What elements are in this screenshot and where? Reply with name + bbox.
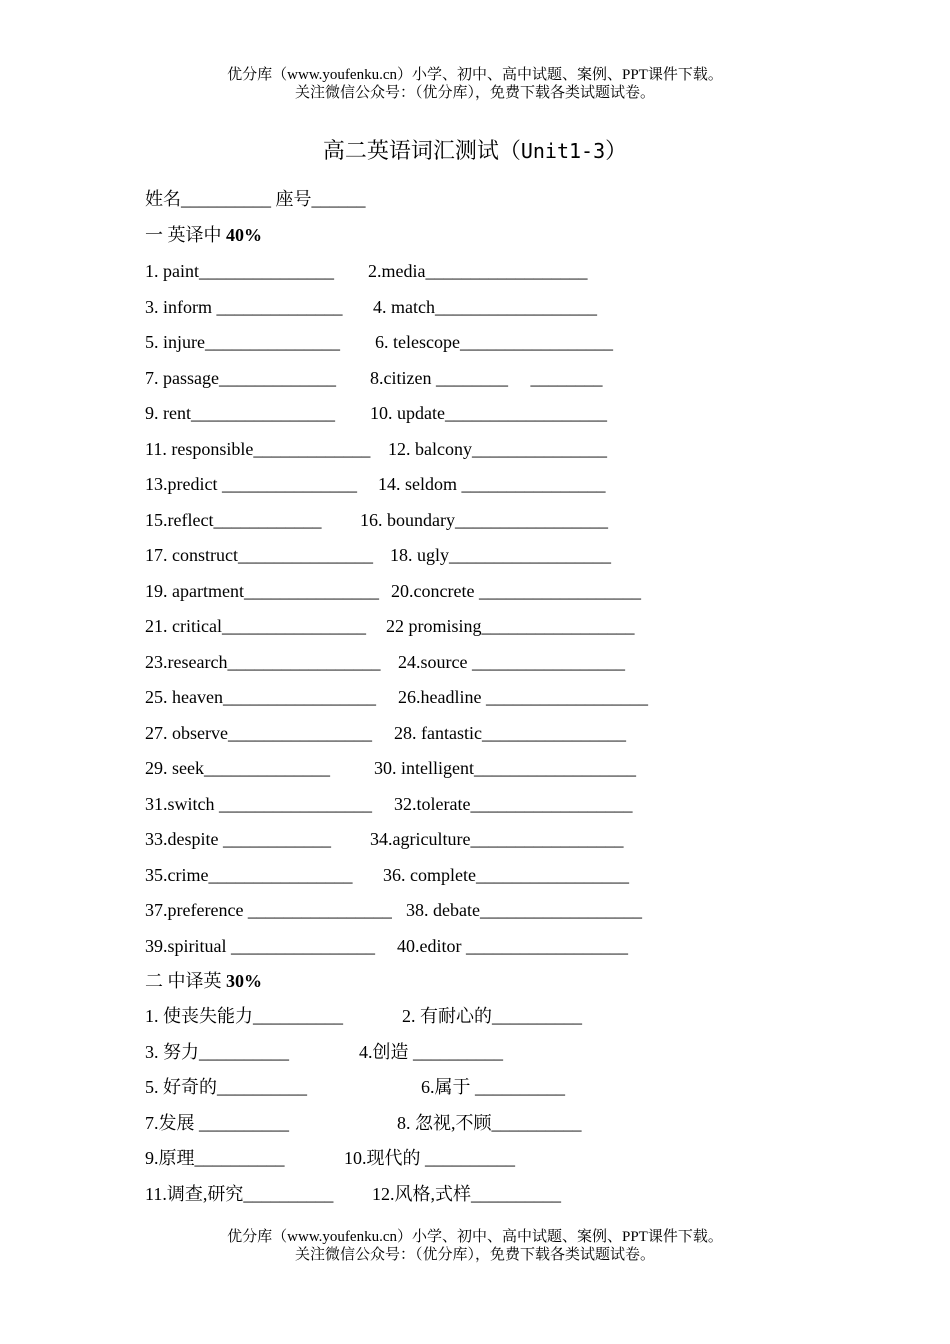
footer-line-1: 优分库（www.youfenku.cn）小学、初中、高中试题、案例、PPT课件下载。: [227, 1229, 723, 1245]
vocab-item: 8. 忽视,不顾__________: [397, 1112, 582, 1133]
section-1-weight: 40%: [226, 225, 262, 245]
title-unit: Unit1-3: [520, 139, 606, 163]
section-2-heading: [145, 969, 262, 993]
vocab-item: 24.source _________________: [398, 651, 625, 672]
vocab-item: 5. injure_______________: [145, 332, 340, 352]
vocab-row: [145, 650, 625, 674]
vocab-item: 15.reflect____________: [145, 509, 322, 530]
vocab-item: 35.crime________________: [145, 864, 353, 885]
vocab-row: [145, 472, 606, 496]
vocab-item: 40.editor __________________: [397, 935, 628, 956]
vocab-item: 12.风格,式样__________: [372, 1183, 561, 1204]
vocab-row: [145, 898, 642, 922]
vocab-row: [145, 259, 588, 283]
vocab-item: 4.创造 __________: [359, 1041, 503, 1062]
vocab-row: [145, 756, 636, 780]
vocab-item: 29. seek______________: [145, 758, 330, 778]
vocab-item: 10. update__________________: [370, 403, 607, 423]
vocab-row: [145, 1040, 503, 1064]
vocab-item: 34.agriculture_________________: [370, 829, 624, 849]
vocab-item: 31.switch _________________: [145, 793, 372, 814]
vocab-item: 27. observe________________: [145, 722, 372, 743]
page-header: [0, 66, 950, 102]
vocab-item: 28. fantastic________________: [394, 722, 626, 743]
vocab-row: [145, 863, 629, 887]
section-1-label: 一 英译中: [145, 225, 226, 245]
vocab-row: [145, 330, 613, 354]
vocab-item: 3. inform ______________: [145, 296, 343, 317]
vocab-item: 17. construct_______________: [145, 545, 373, 565]
vocab-row: [145, 721, 626, 745]
vocab-row: [145, 827, 624, 851]
vocab-item: 11.调查,研究__________: [145, 1183, 334, 1204]
vocab-item: 8.citizen ________ ________: [370, 367, 603, 388]
vocab-item: 30. intelligent__________________: [374, 758, 636, 778]
vocab-item: 25. heaven_________________: [145, 687, 376, 707]
title-text: 高二英语词汇测试（: [322, 138, 521, 163]
page-footer: [0, 1228, 950, 1264]
header-line-1: 优分库（www.youfenku.cn）小学、初中、高中试题、案例、PPT课件下载。: [227, 67, 723, 83]
vocab-item: 4. match__________________: [373, 296, 597, 317]
vocab-row: [145, 295, 597, 319]
vocab-item: 26.headline __________________: [398, 687, 648, 707]
vocab-item: 6.属于 __________: [421, 1077, 565, 1097]
vocab-row: [145, 1075, 565, 1099]
vocab-item: 20.concrete __________________: [391, 580, 641, 601]
page-title: [0, 134, 950, 165]
vocab-item: 14. seldom ________________: [378, 474, 606, 494]
vocab-item: 2.media__________________: [368, 261, 588, 281]
vocab-item: 32.tolerate__________________: [394, 793, 633, 814]
vocab-row: [145, 1004, 582, 1028]
title-close: ）: [605, 138, 628, 163]
vocab-row: [145, 685, 648, 709]
vocab-row: [145, 1146, 515, 1170]
vocab-item: 36. complete_________________: [383, 864, 629, 885]
vocab-item: 1. paint_______________: [145, 261, 334, 281]
vocab-row: [145, 437, 607, 461]
vocab-item: 33.despite ____________: [145, 829, 331, 849]
vocab-item: 9.原理__________: [145, 1148, 285, 1168]
section-1-heading: [145, 223, 262, 247]
section-2-weight: 30%: [226, 971, 262, 991]
vocab-item: 39.spiritual ________________: [145, 935, 375, 956]
vocab-item: 2. 有耐心的__________: [402, 1006, 582, 1026]
vocab-item: 16. boundary_________________: [360, 509, 608, 530]
vocab-row: [145, 366, 603, 390]
vocab-row: [145, 614, 635, 638]
vocab-item: 13.predict _______________: [145, 474, 357, 494]
vocab-item: 3. 努力__________: [145, 1041, 289, 1062]
header-line-2: 关注微信公众号：（优分库），免费下载各类试题试卷。: [294, 85, 655, 101]
vocab-item: 1. 使丧失能力__________: [145, 1006, 343, 1026]
vocab-row: [145, 1182, 561, 1206]
vocab-item: 10.现代的 __________: [344, 1148, 515, 1168]
vocab-row: [145, 934, 628, 958]
vocab-row: [145, 543, 612, 567]
vocab-item: 19. apartment_______________: [145, 580, 379, 601]
vocab-item: 6. telescope_________________: [375, 332, 613, 352]
vocab-row: [145, 579, 641, 603]
vocab-item: 7.发展 __________: [145, 1112, 289, 1133]
vocab-row: [145, 1111, 582, 1135]
vocab-item: 9. rent________________: [145, 403, 335, 423]
vocab-item: 5. 好奇的__________: [145, 1077, 307, 1097]
vocab-item: 22 promising_________________: [386, 616, 635, 636]
vocab-item: 37.preference ________________: [145, 900, 392, 920]
vocab-item: 18. ugly__________________: [390, 545, 612, 565]
vocab-item: 11. responsible_____________: [145, 438, 371, 459]
vocab-row: [145, 401, 607, 425]
vocab-item: 7. passage_____________: [145, 367, 336, 388]
vocab-item: 12. balcony_______________: [388, 438, 607, 459]
vocab-row: [145, 508, 608, 532]
footer-line-2: 关注微信公众号：（优分库），免费下载各类试题试卷。: [294, 1247, 655, 1263]
vocab-item: 23.research_________________: [145, 651, 381, 672]
vocab-item: 21. critical________________: [145, 616, 366, 636]
vocab-item: 38. debate__________________: [406, 900, 642, 920]
vocab-row: [145, 792, 633, 816]
section-2-label: 二 中译英: [145, 971, 226, 991]
student-info: 姓名__________ 座号______: [145, 189, 366, 209]
